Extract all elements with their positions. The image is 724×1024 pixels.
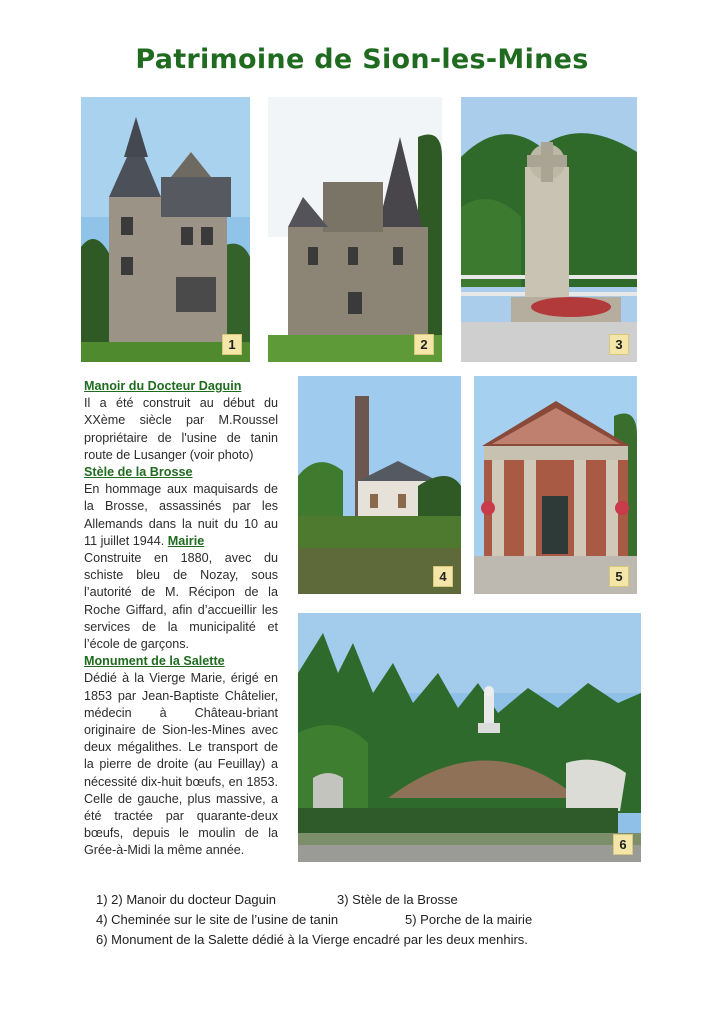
- caption-mairie: 5) Porche de la mairie: [405, 912, 533, 927]
- paragraph-stele-mairie: [84, 481, 278, 550]
- photo-number-badge: 5: [609, 566, 629, 587]
- photo-mairie: [474, 376, 637, 594]
- photo-manoir-1: [81, 97, 250, 362]
- page-title: Patrimoine de Sion-les-Mines: [135, 44, 589, 75]
- photo-number-badge: 3: [609, 334, 629, 355]
- heading-salette: Monument de la Salette: [84, 654, 225, 669]
- paragraph-salette: Dédié à la Vierge Marie, érigé en 1853 par Jean-Baptiste Châtelier, médecin à Château-briant originaire de Sion-les-Mines avec deux mégalithes. Le transport de la pierre de droite (au Feuillay) a nécessité dix-huit bœufs, en 1853. Celle de gauche, plus massive, a été tractée par quarante-deux bœufs, depuis le moulin de la Grée-à-Midi la même année.: [84, 671, 278, 858]
- heading-stele: Stèle de la Brosse: [84, 465, 193, 480]
- photo-number-badge: 2: [414, 334, 434, 355]
- photo-manoir-2: [268, 97, 442, 362]
- text-column: [84, 378, 278, 860]
- paragraph-stele: En hommage aux maquisards de la Brosse, assassinés par les Allemands dans la nuit du 10 au 11 juillet 1944.: [84, 482, 278, 548]
- photo-salette: [298, 613, 641, 862]
- caption-salette: 6) Monument de la Salette dédié à la Vierge encadré par les deux menhirs.: [96, 932, 528, 947]
- photo-stele: [461, 97, 637, 362]
- caption-manoir: 1) 2) Manoir du docteur Daguin: [96, 892, 276, 907]
- photo-cheminee: [298, 376, 461, 594]
- photo-number-badge: 6: [613, 834, 633, 855]
- caption-stele: 3) Stèle de la Brosse: [337, 892, 458, 907]
- heading-manoir: Manoir du Docteur Daguin: [84, 379, 242, 393]
- caption-cheminee: 4) Cheminée sur le site de l’usine de tanin: [96, 912, 339, 927]
- paragraph-manoir: Il a été construit au début du XXème siècle par M.Roussel propriétaire de l'usine de tanin route de Lusanger (voir photo): [84, 396, 278, 462]
- photo-number-badge: 1: [222, 334, 242, 355]
- heading-mairie: Mairie: [167, 533, 205, 548]
- photo-number-badge: 4: [433, 566, 453, 587]
- paragraph-mairie: Construite en 1880, avec du schiste bleu de Nozay, sous l’autorité de M. Récipon de la Roche Giffard, afin d’accueillir les services de la municipalité et l’école de garçons.: [84, 551, 278, 652]
